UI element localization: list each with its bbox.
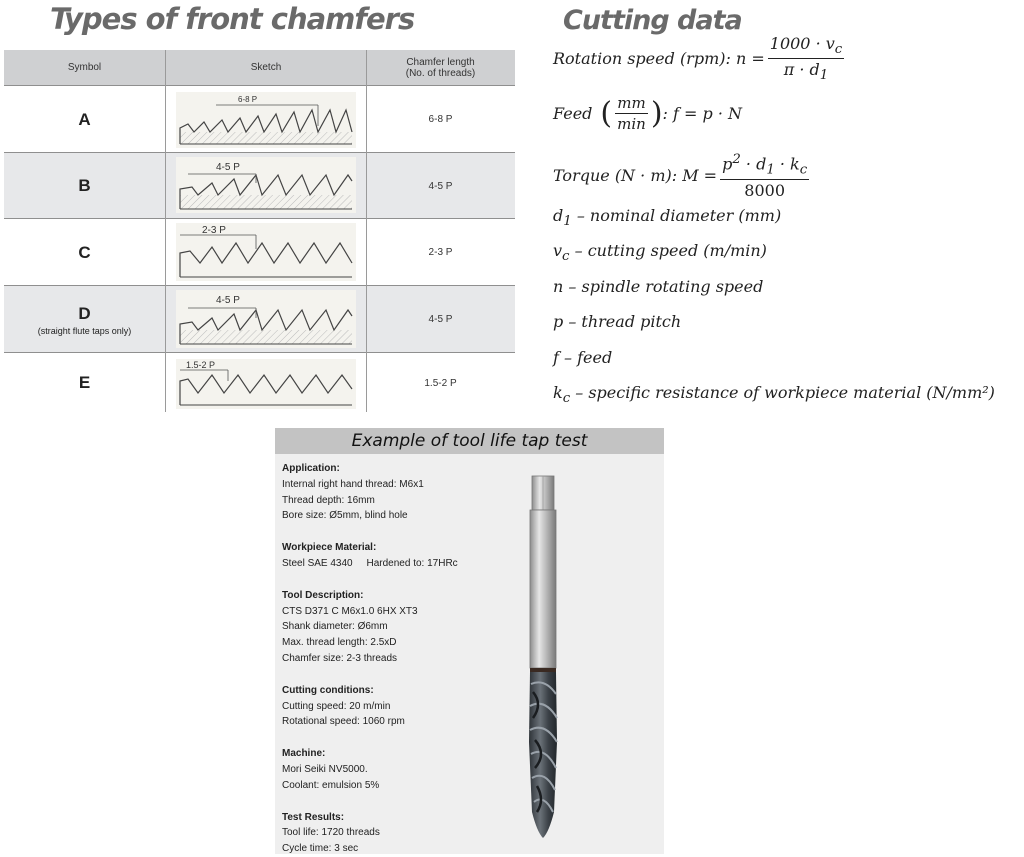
chamfer-sketch-a xyxy=(176,92,356,148)
row-symbol: A xyxy=(78,109,91,129)
section-line: Steel SAE 4340 Hardened to: 17HRc xyxy=(282,557,458,569)
section-line: Tool life: 1720 threads xyxy=(282,827,380,839)
feed-formula: Feed ( $\frac{mm}{\min}$ ) : f = p · N xyxy=(553,94,743,133)
row-length: 4-5 P xyxy=(428,180,453,192)
section-line: Cycle time: 3 sec xyxy=(282,843,359,855)
chamfer-sketch-d xyxy=(176,290,356,348)
row-length: 2-3 P xyxy=(428,247,453,258)
section-title: Machine: xyxy=(282,748,326,760)
section-line: Thread depth: 16mm xyxy=(282,494,375,506)
table-row xyxy=(4,285,515,353)
row-symbol: E xyxy=(78,373,91,392)
section-title: Cutting conditions: xyxy=(282,684,374,696)
row-length: 6-8 P xyxy=(428,114,453,125)
definition-item: p – thread pitch xyxy=(553,312,682,332)
sketch-label: 4-5 P xyxy=(216,162,240,173)
sketch-label: 2-3 P xyxy=(202,225,226,236)
header-sketch: Sketch xyxy=(250,62,282,73)
sketch-label: 4-5 P xyxy=(216,295,240,306)
header-length xyxy=(366,50,515,85)
section-title: Test Results: xyxy=(282,811,345,823)
row-note: (straight flute taps only) xyxy=(37,325,132,336)
row-symbol: D (straight flute taps only) xyxy=(37,303,132,336)
table-row xyxy=(4,218,515,286)
sketch-label: 6-8 P xyxy=(238,95,258,104)
table-row xyxy=(4,152,515,219)
section-line: Coolant: emulsion 5% xyxy=(282,779,380,791)
definition-item: f – feed xyxy=(553,347,613,367)
sketch-label: 1.5-2 P xyxy=(186,360,216,370)
torque-fraction: $\frac{p^2 \cdot d_1 \cdot k_c}{8000}$ xyxy=(722,152,808,200)
chamfer-sketch-b xyxy=(176,157,356,213)
tap-tool-image xyxy=(513,472,573,852)
table-row xyxy=(4,352,515,413)
chamfer-table-header xyxy=(4,50,515,85)
header-length-line2: (No. of threads) xyxy=(405,67,476,79)
chamfer-sketch-e xyxy=(176,359,356,409)
row-length: 4-5 P xyxy=(428,314,453,325)
torque-formula: Torque (N · m): M = $\frac{p^2 \cdot d_1 \cdot k_c}{8000}$ xyxy=(553,152,808,200)
column-divider xyxy=(366,50,367,412)
tool-life-test-panel xyxy=(275,428,664,854)
chamfer-table xyxy=(4,50,515,412)
test-title: Example of tool life tap test xyxy=(275,428,664,454)
chamfers-title: Types of front chamfers xyxy=(50,2,415,36)
header-length-line1: Chamfer length xyxy=(406,56,475,68)
section-line: Rotational speed: 1060 rpm xyxy=(282,716,405,728)
section-line: Bore size: Ø5mm, blind hole xyxy=(282,510,408,522)
definition-item: $v_c$ – cutting speed (m/min) xyxy=(553,241,767,265)
section-line: Mori Seiki NV5000. xyxy=(282,763,368,775)
chamfer-sketch-c xyxy=(176,223,356,281)
test-details xyxy=(282,461,512,857)
section-title: Application: xyxy=(282,463,340,474)
row-symbol: B xyxy=(78,176,91,195)
row-length: 1.5-2 P xyxy=(424,377,457,389)
section-line: Shank diameter: Ø6mm xyxy=(282,621,388,633)
section-title: Workpiece Material: xyxy=(282,542,377,554)
section-line: Chamfer size: 2-3 threads xyxy=(282,652,398,664)
header-symbol: Symbol xyxy=(67,62,102,73)
section-line: CTS D371 C M6x1.0 6HX XT3 xyxy=(282,605,418,617)
section-line: Max. thread length: 2.5xD xyxy=(282,637,397,649)
definition-item: $k_c$ – specific resistance of workpiece material (N/mm²) xyxy=(553,382,995,407)
table-row xyxy=(4,85,515,153)
rotation-fraction: $\frac{1000 \cdot v_c}{\pi \cdot d_1}$ xyxy=(769,34,843,84)
rotation-formula: Rotation speed (rpm): n = $\frac{1000 \cdot v_c}{\pi \cdot d_1}$ xyxy=(553,34,843,84)
definitions-list xyxy=(553,206,995,418)
definition-item: n – spindle rotating speed xyxy=(553,276,764,296)
section-line: Cutting speed: 20 m/min xyxy=(282,700,391,712)
section-title: Tool Description: xyxy=(282,589,364,601)
feed-unit-fraction: $\frac{mm}{\min}$ xyxy=(617,94,646,133)
column-divider xyxy=(165,50,166,412)
cutting-title: Cutting data xyxy=(563,5,742,36)
definition-item: $d_1$ – nominal diameter (mm) xyxy=(553,206,782,230)
section-line: Internal right hand thread: M6x1 xyxy=(282,478,424,490)
row-symbol: C xyxy=(78,242,91,262)
